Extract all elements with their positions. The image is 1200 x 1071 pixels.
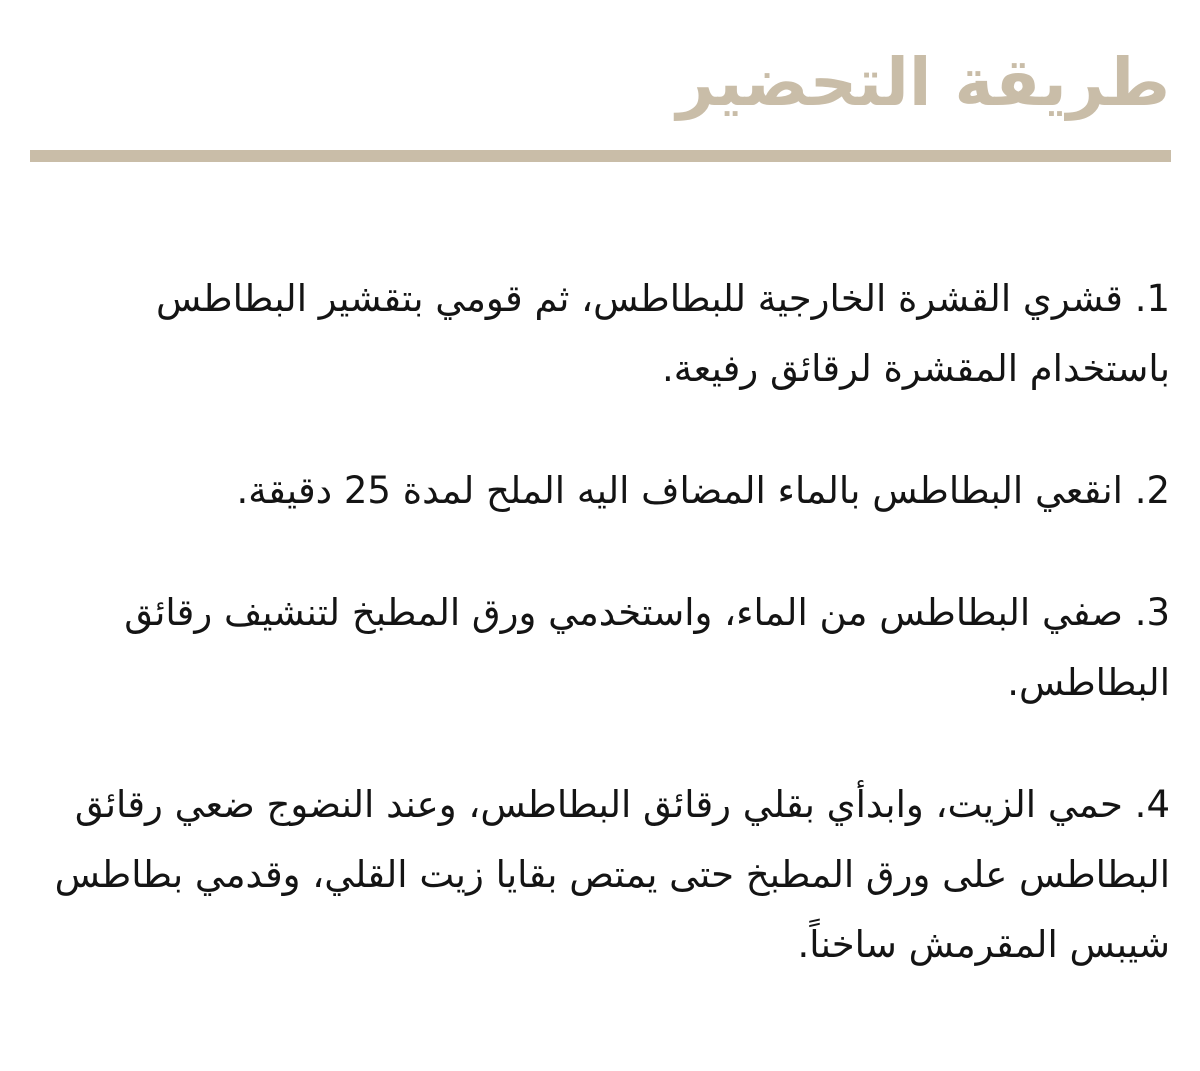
step-text: 4. حمي الزيت، وابدأي بقلي رقائق البطاطس، وعند النضوج ضعي رقائق البطاطس على ورق المطبخ حتى يمتص بقايا زيت القلي، وقدمي بطاطس شيبس المقرمش ساخناً. (54, 783, 1170, 966)
preparation-steps-list (25, 264, 1170, 1032)
page-title: طريقة التحضير (676, 44, 1170, 121)
step-item (25, 264, 1170, 404)
title-divider (30, 150, 1171, 162)
step-item (25, 456, 1170, 526)
step-item (25, 770, 1170, 980)
step-item (25, 578, 1170, 718)
step-text: 2. انقعي البطاطس بالماء المضاف اليه الملح لمدة 25 دقيقة. (236, 469, 1170, 512)
step-text: 1. قشري القشرة الخارجية للبطاطس، ثم قومي بتقشير البطاطس باستخدام المقشرة لرقائق رفيعة. (156, 277, 1170, 390)
step-text: 3. صفي البطاطس من الماء، واستخدمي ورق المطبخ لتنشيف رقائق البطاطس. (124, 591, 1170, 704)
